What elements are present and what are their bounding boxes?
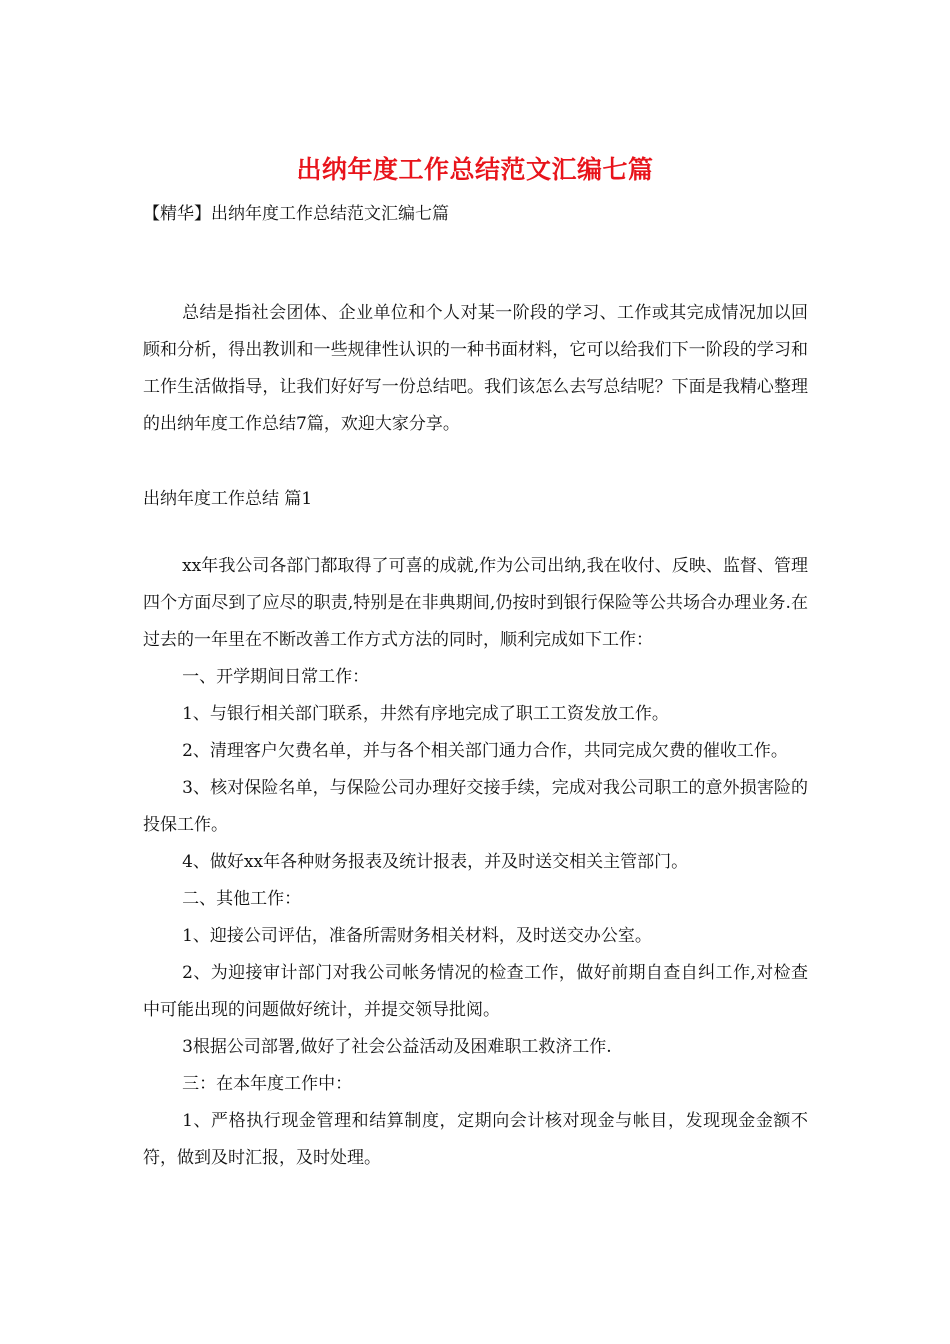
body-paragraph: 2、清理客户欠费名单，并与各个相关部门通力合作，共同完成欠费的催收工作。 [182,741,788,761]
body-paragraph: 1、与银行相关部门联系，井然有序地完成了职工工资发放工作。 [182,704,669,724]
document-subtitle: 【精华】出纳年度工作总结范文汇编七篇 [143,204,449,224]
body-paragraph: xx年我公司各部门都取得了可喜的成就,作为公司出纳,我在收付、反映、监督、管理四个方面尽到了应尽的职责,特别是在非典期间,仍按时到银行保险等公共场合办理业务.在过去的一年里在不断改善工作方式方法的同时，顺利完成如下工作： [143,556,808,650]
body-paragraph: 二、其他工作： [182,889,302,909]
body-paragraph: 一、开学期间日常工作： [182,667,370,687]
body-paragraph: 4、做好xx年各种财务报表及统计报表，并及时送交相关主管部门。 [182,852,689,872]
body-paragraph: 3根据公司部署,做好了社会公益活动及困难职工救济工作. [182,1037,612,1057]
intro-block [143,295,808,443]
intro-paragraph: 总结是指社会团体、企业单位和个人对某一阶段的学习、工作或其完成情况加以回顾和分析，得出教训和一些规律性认识的一种书面材料，它可以给我们下一阶段的学习和工作生活做指导，让我们好好写一份总结吧。我们该怎么去写总结呢？下面是我精心整理的出纳年度工作总结7篇，欢迎大家分享。 [143,303,808,434]
section-heading: 出纳年度工作总结 篇1 [143,489,313,509]
document-title: 出纳年度工作总结范文汇编七篇 [296,155,654,184]
body-paragraph: 2、为迎接审计部门对我公司帐务情况的检查工作，做好前期自查自纠工作,对检查中可能出现的问题做好统计，并提交领导批阅。 [143,963,808,1020]
body-paragraph: 3、核对保险名单，与保险公司办理好交接手续，完成对我公司职工的意外损害险的投保工作。 [143,778,808,835]
body-paragraph: 1、迎接公司评估，准备所需财务相关材料，及时送交办公室。 [182,926,652,946]
body-paragraph: 三：在本年度工作中： [182,1074,353,1094]
body-paragraph: 1、严格执行现金管理和结算制度，定期向会计核对现金与帐目，发现现金金额不符，做到及时汇报，及时处理。 [143,1111,808,1168]
section-body [143,548,808,1177]
